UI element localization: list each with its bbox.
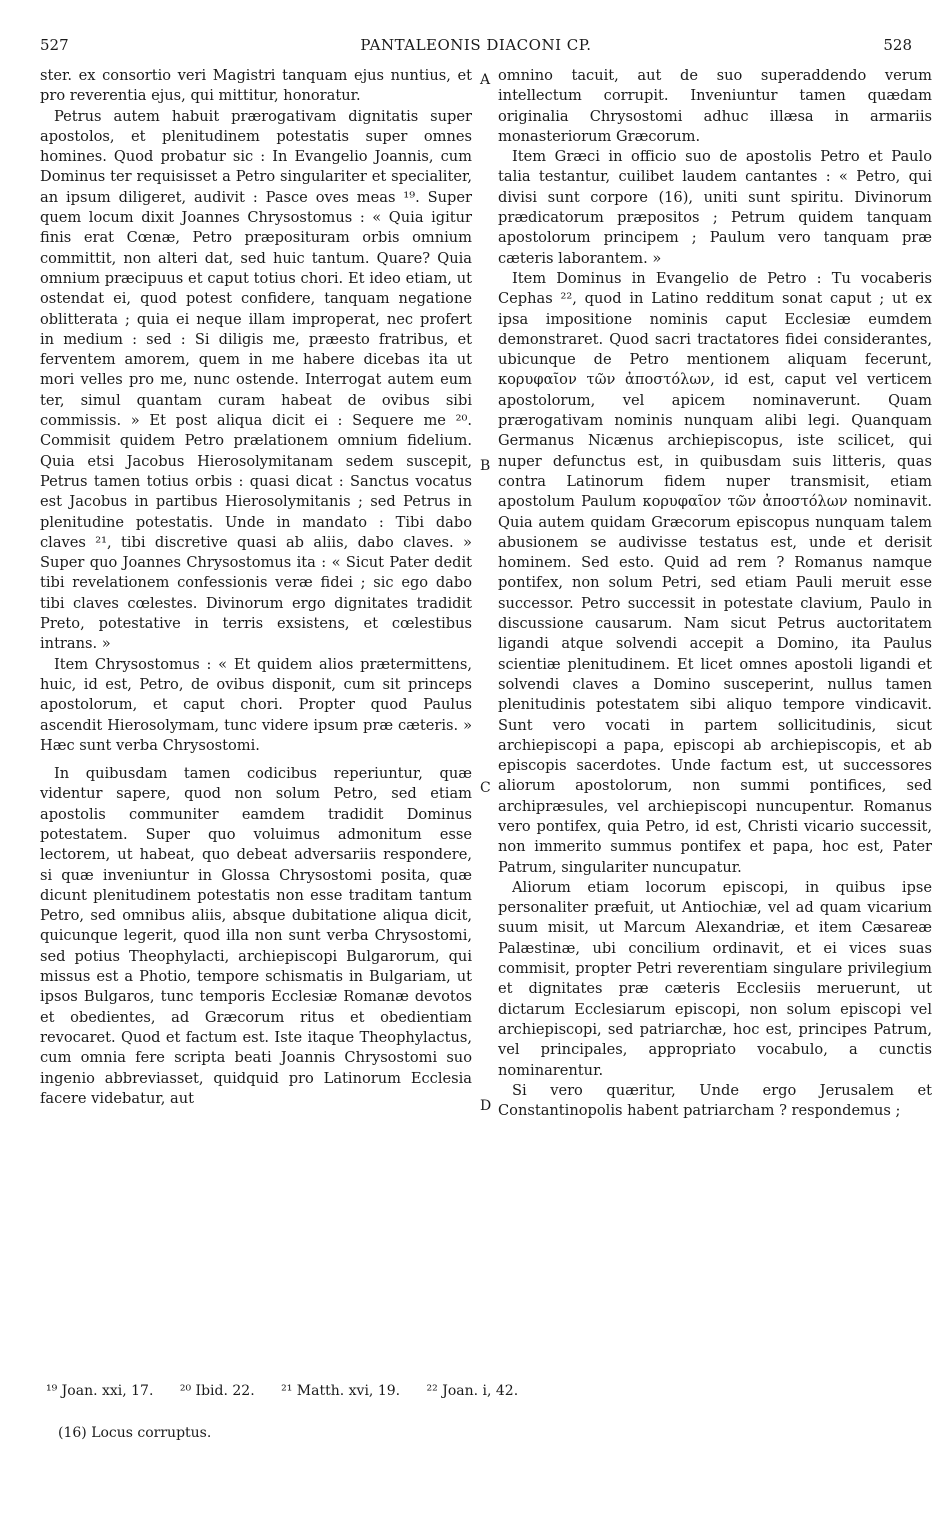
editor-note: (16) Locus corruptus. [58, 1425, 212, 1441]
paragraph: Si vero quæritur, Unde ergo Jerusalem et Constantinopolis habent patriarcham ? respondemus ; [498, 1081, 932, 1120]
margin-marker-a: A [480, 72, 491, 88]
footnote: ¹⁹ Joan. xxi, 17. [46, 1383, 154, 1399]
paragraph: ster. ex consortio veri Magistri tanquam ejus nuntius, et pro reverentia ejus, qui mittitur, honoratur. [40, 67, 472, 105]
margin-marker-c: C [480, 780, 491, 796]
paragraph: Item Græci in officio suo de apostolis Petro et Paulo talia testantur, cuilibet laudem cantantes : « Petro, qui divisi sunt corpore (16), uniti sunt spiritu. Divinorum prædicatorum præpositos ; Petrum quidem tanquam apostolorum principem ; Paulum vero tanquam præ cæteris laborantem. » [498, 148, 932, 267]
left-column [40, 66, 472, 1109]
page-number-left: 527 [40, 36, 69, 54]
page-number-right: 528 [883, 36, 912, 54]
page-header [40, 36, 912, 60]
margin-marker-b: B [480, 458, 491, 474]
paragraph: Aliorum etiam locorum episcopi, in quibus ipse personaliter præfuit, ut Antiochiæ, vel ad quam vicarium suum misit, ut Marcum Alexandriæ, et item Cæsareæ Palæstinæ, ubi concilium ordinavit, et ei vices suas commisit, propter Petri reverentiam singulare privilegium et dignitates præ cæteris Ecclesiis meruerunt, ut dictarum Ecclesiarum episcopi, non solum episcopi vel archiepiscopi, sed patriarchæ, hoc est, principes Patrum, vel principales, appropriato vocabulo, a cunctis nominarentur. [498, 878, 932, 1079]
running-title: PANTALEONIS DIACONI CP. [360, 36, 592, 54]
paragraph: Item Dominus in Evangelio de Petro : Tu vocaberis Cephas ²², quod in Latino redditum sonat caput ; ut ex ipsa impositione nominis caput Ecclesiæ eumdem demonstraret. Quod sacri tractatores fidei considerantes, ubicunque de Petro mentionem aliquam fecerunt, κορυφαῖον τῶν ἀποστόλων, id est, caput vel verticem apostolorum, vel apicem nominaverunt. Quam prærogativam nominis nunquam alibi legi. Quanquam Germanus Nicænus archiepiscopus, iste scilicet, qui nuper defunctus est, in quibusdam suis litteris, quas contra Latinorum fidem nuper transmisit, etiam apostolum Paulum κορυφαῖον τῶν ἀποστόλων nominavit. Quia autem quidam Græcorum episcopus nunquam talem abusionem se audivisse testatus est, unde et derisit hominem. Sed esto. Quid ad rem ? Romanus namque pontifex, non solum Petri, sed etiam Pauli meruit esse successor. Petro successit in potestate clavium, Paulo in discussione causarum. Nam sicut Petrus auctoritatem ligandi atque solvendi accepit a Domino, ita Paulus scientiæ plenitudinem. Et licet omnes apostoli ligandi et solvendi claves a Domino susceperint, nullus tamen plenitudinis potestatem sibi aliquo tempore vindicavit. Sunt vero vocati in partem sollicitudinis, sicut archiepiscopi a papa, episcopi ab archiepiscopis, et ab episcopis sacerdotes. Unde factum est, ut successores aliorum apostolorum, non summi pontifices, sed archipræsules, vel archiepiscopi nuncupentur. Romanus vero pontifex, quia Petro, id est, Christi vicario successit, non immerito summus pontifex et papa, hoc est, Pater Patrum, singulariter nuncupatur. [498, 269, 932, 876]
footnote: ²⁰ Ibid. 22. [179, 1383, 255, 1399]
margin-marker-d: D [480, 1098, 492, 1114]
right-column [498, 66, 932, 1121]
paragraph: omnino tacuit, aut de suo superaddendo verum intellectum corrupit. Inveniuntur tamen quædam originalia Chrysostomi adhuc illæsa in armariis monasteriorum Græcorum. [498, 67, 932, 145]
paragraph: Item Chrysostomus : « Et quidem alios prætermittens, huic, id est, Petro, de ovibus disponit, cum sit princeps apostolorum, et caput chori. Propter quod Paulus ascendit Hierosolymam, tunc videre ipsum præ cæteris. » Hæc sunt verba Chrysostomi. [40, 655, 472, 754]
paragraph: Petrus autem habuit prærogativam dignitatis super apostolos, et plenitudinem potestatis super omnes homines. Quod probatur sic : In Evangelio Joannis, cum Dominus ter requisisset a Petro singulariter et specialiter, an ipsum diligeret, audivit : Pasce oves meas ¹⁹. Super quem locum dixit Joannes Chrysostomus : « Quia igitur finis erat Cœnæ, Petro præposituram orbis omnium committit, non alteri dat, sed huic tantum. Quare? Quia omnium præcipuus et caput totius chori. Et ideo etiam, ut ostendat ei, quod potest confidere, tanquam negatione oblitterata ; quia ei neque illam improperat, nec profert in medium : sed : Si diligis me, præesto fratribus, et ferventem amorem, quem in me habere dicebas ita ut mori velles pro me, nunc ostende. Interrogat autem eum ter, simul quantam curam habeat de ovibus sibi commissis. » Et post aliqua dicit ei : Sequere me ²⁰. Commisit quidem Petro prælationem omnium fidelium. Quia etsi Jacobus Hierosolymitanam sedem suscepit, Petrus tamen totius orbis : quasi dicat : Sanctus vocatus est Jacobus in partibus Hierosolymitanis ; sed Petrus in plenitudine potestatis. Unde in mandato : Tibi dabo claves ²¹, tibi discretive quasi ab aliis, dabo claves. » Super quo Joannes Chrysostomus ita : « Sicut Pater dedit tibi revelationem confessionis veræ fidei ; sic ego dabo tibi claves cœlestes. Divinorum ergo dignitates tradidit Preto, potestative in terris exsistens, et cœlestibus intrans. » [40, 107, 472, 653]
footnote: ²² Joan. i, 42. [426, 1383, 519, 1399]
paragraph: In quibusdam tamen codicibus reperiuntur, quæ videntur sapere, quod non solum Petro, sed etiam apostolis communiter eamdem tradidit Dominus potestatem. Super quo voluimus admonitum esse lectorem, ut habeat, quo debeat adversariis respondere, si quæ inveniuntur in Glossa Chrysostomi posita, quæ dicunt plenitudinem potestatis non esse traditam tantum Petro, sed omnibus aliis, absque dubitatione aliqua dicit, quicunque legerit, quod illa non sunt verba Chrysostomi, sed potius Theophylacti, archiepiscopi Bulgarorum, qui missus est a Photio, tempore schismatis in Bulgariam, ut ipsos Bulgaros, tunc temporis Ecclesiæ Romanæ devotos et obedientes, ad Græcorum ritus et obedientiam revocaret. Quod et factum est. Iste itaque Theophylactus, cum omnia fere scripta beati Joannis Chrysostomi suo ingenio abbreviasset, quidquid pro Latinorum Ecclesia facere videbatur, aut [40, 765, 472, 1107]
footnote: ²¹ Matth. xvi, 19. [281, 1383, 401, 1399]
footnotes [46, 1383, 916, 1399]
